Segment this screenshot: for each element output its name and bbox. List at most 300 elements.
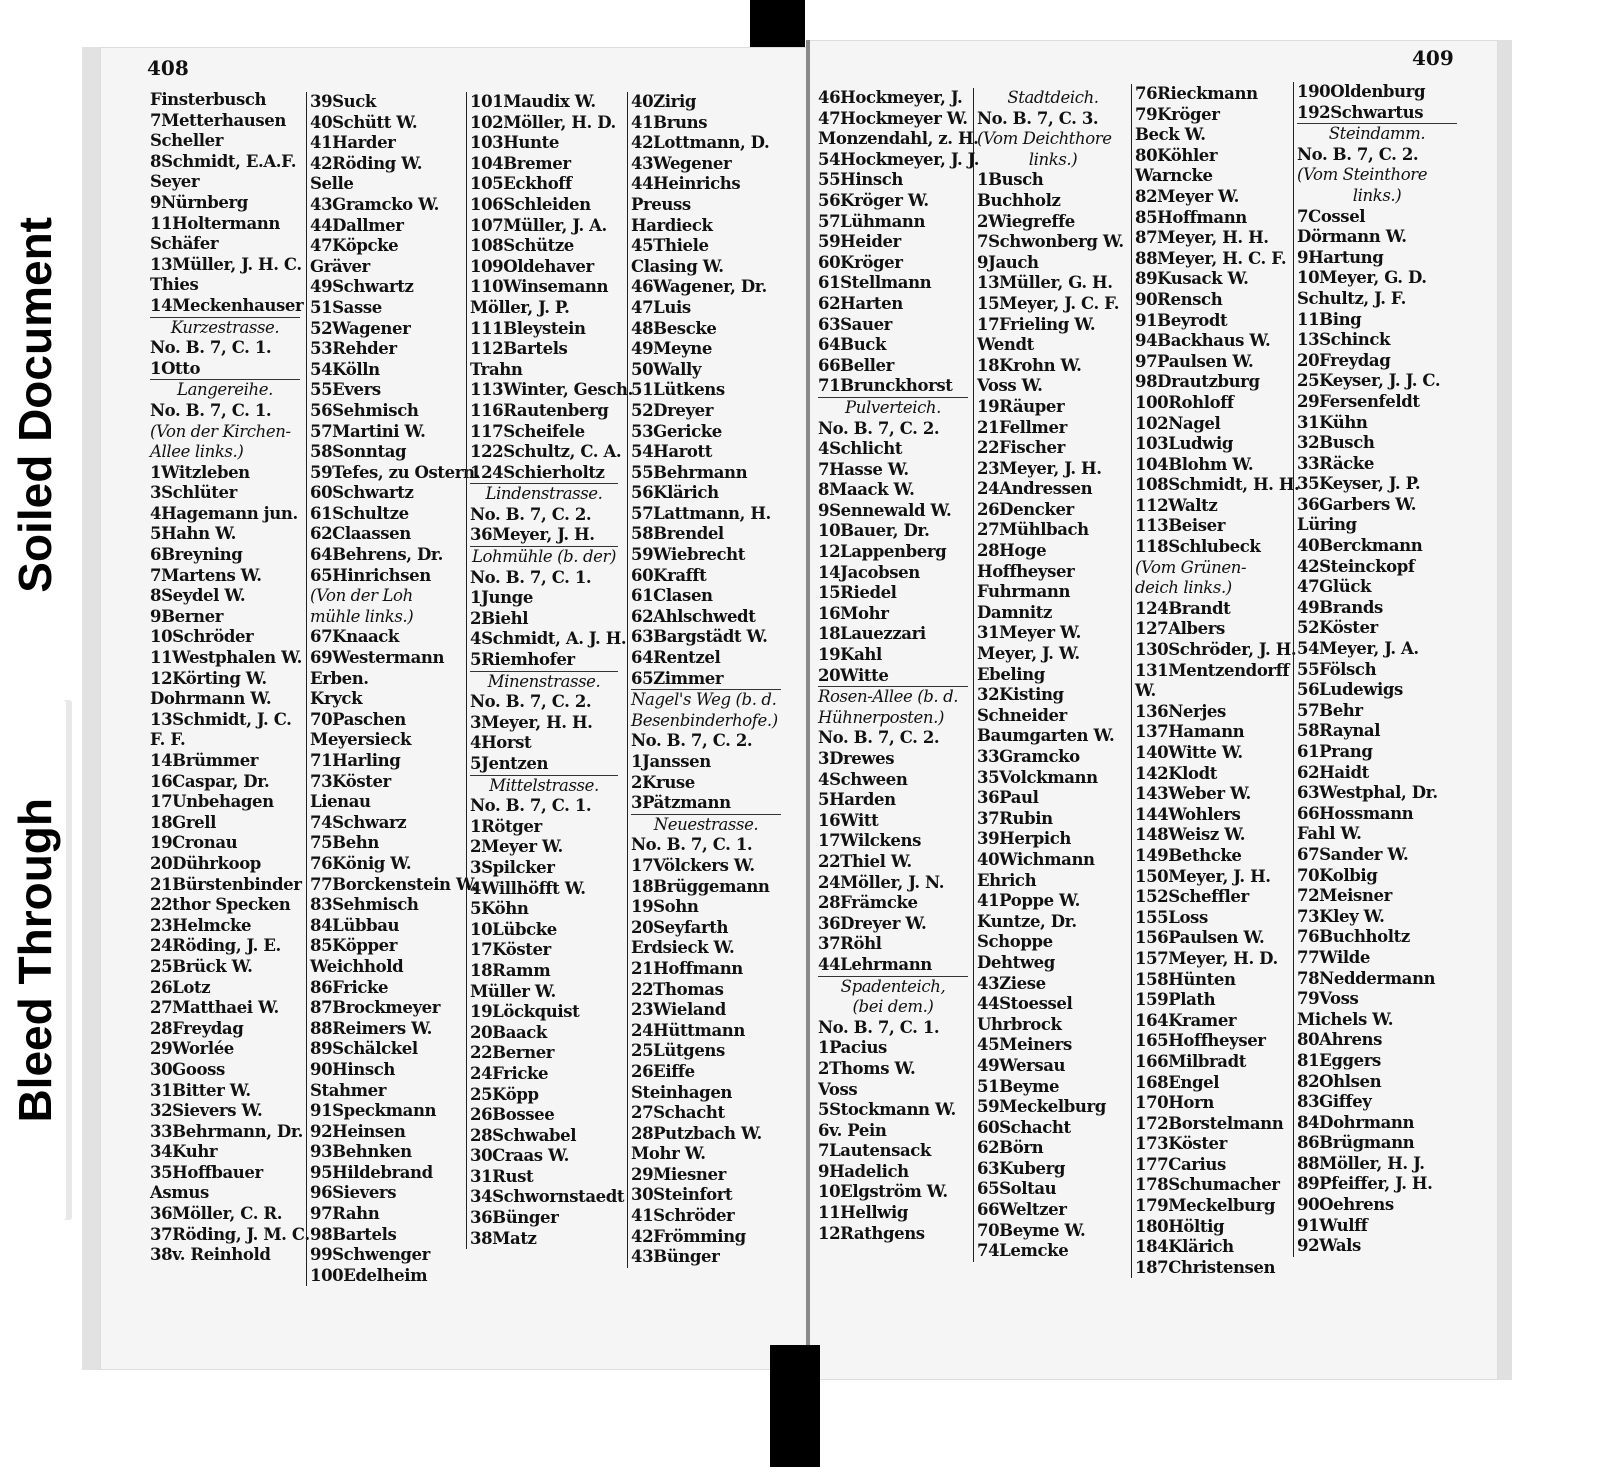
street-note: (Von der Loh <box>310 586 413 606</box>
street-heading: links.) <box>1028 149 1078 169</box>
directory-entry: 2Biehl <box>470 608 529 628</box>
directory-entry: 18Krohn W. <box>977 355 1082 375</box>
directory-entry: 19Kahl <box>818 645 882 665</box>
directory-entry: 65Hinrichsen <box>310 565 431 585</box>
directory-entry: 20Baack <box>470 1022 547 1042</box>
directory-entry: 103Hunte <box>470 133 559 153</box>
directory-entry: 8Seydel W. <box>150 586 246 606</box>
directory-entry: 64Behrens, Dr. <box>310 545 443 565</box>
directory-entry: Fahl W. <box>1297 824 1362 844</box>
directory-entry: 60Schacht <box>977 1117 1071 1137</box>
directory-entry: 25Keyser, J. J. C. <box>1297 371 1441 391</box>
directory-entry: 56Klärich <box>631 483 719 503</box>
directory-entry: 36Dreyer W. <box>818 913 927 933</box>
directory-entry: 108Schmidt, H. H. <box>1135 475 1300 495</box>
directory-entry: 65Soltau <box>977 1179 1057 1199</box>
directory-entry: Beck W. <box>1135 125 1206 145</box>
directory-entry: 5Köhn <box>470 899 529 919</box>
directory-entry: 71Brunckhorst <box>818 376 968 398</box>
directory-entry: 63Kuberg <box>977 1158 1066 1178</box>
directory-entry: 78Neddermann <box>1297 968 1436 988</box>
directory-entry: 5Hahn W. <box>150 524 237 544</box>
directory-entry: 8Maack W. <box>818 480 915 500</box>
directory-entry: Ehrich <box>977 870 1037 890</box>
directory-entry: 59Meckelburg <box>977 1097 1106 1117</box>
directory-entry: 5Jentzen <box>470 754 618 776</box>
directory-entry: 104Blohm W. <box>1135 454 1254 474</box>
soiled-document-stamp <box>4 140 66 670</box>
directory-entry: 64Buck <box>818 335 886 355</box>
directory-entry: 57Martini W. <box>310 421 426 441</box>
directory-entry: 22Thomas <box>631 979 724 999</box>
directory-entry: Hardieck <box>631 215 713 235</box>
directory-entry: 76Rieckmann <box>1135 84 1258 103</box>
directory-entry: Selle <box>310 174 354 194</box>
directory-entry: 166Milbradt <box>1135 1051 1246 1071</box>
directory-entry: 34Kuhr <box>150 1142 218 1162</box>
directory-entry: Buchholz <box>977 190 1061 210</box>
directory-entry: 49Brands <box>1297 597 1383 617</box>
directory-entry: 48Bescke <box>631 318 717 338</box>
directory-entry: 45Thiele <box>631 236 709 256</box>
book-spine <box>806 40 810 1375</box>
directory-entry: 149Bethcke <box>1135 845 1242 865</box>
street-note: Allee links.) <box>150 442 244 462</box>
directory-entry: 90Oehrens <box>1297 1195 1394 1215</box>
directory-entry: 53Gericke <box>631 421 722 441</box>
directory-entry: 39Herpich <box>977 829 1071 849</box>
directory-entry: 1Witzleben <box>150 462 250 482</box>
column-1 <box>150 90 310 1266</box>
directory-entry: No. B. 7, C. 2. <box>631 731 753 751</box>
directory-entry: 112Waltz <box>1135 495 1218 515</box>
directory-entry: 95Hildebrand <box>310 1162 433 1182</box>
street-heading: Mittelstrasse. <box>489 775 599 795</box>
directory-entry: 47Köpcke <box>310 236 399 256</box>
directory-entry: 60Krafft <box>631 565 707 585</box>
directory-entry: 88Meyer, H. C. F. <box>1135 248 1287 268</box>
directory-entry: 100Edelheim <box>310 1265 428 1285</box>
column-3 <box>466 92 633 1249</box>
directory-entry: 88Reimers W. <box>310 1018 433 1038</box>
directory-entry: Meyer, J. W. <box>977 644 1080 664</box>
street-note: Rosen-Allee (b. d. <box>818 687 959 707</box>
directory-entry: 1Junge <box>470 588 533 608</box>
directory-entry: 52Wagener <box>310 318 411 338</box>
street-heading: (bei dem.) <box>852 997 934 1017</box>
directory-entry: 61Stellmann <box>818 273 932 293</box>
directory-entry: 51Beyme <box>977 1076 1060 1096</box>
directory-entry: 80Köhler <box>1135 145 1218 165</box>
directory-entry: No. B. 7, C. 1. <box>631 835 753 855</box>
directory-entry: Erben. <box>310 668 369 688</box>
directory-entry: Stahmer <box>310 1080 387 1100</box>
directory-entry: 66Beller <box>818 355 894 375</box>
directory-entry: 42Steinckopf <box>1297 556 1415 576</box>
column-2 <box>306 92 480 1286</box>
directory-entry: 36Möller, C. R. <box>150 1204 283 1224</box>
directory-entry: 88Möller, H. J. <box>1297 1153 1425 1173</box>
directory-entry: 13Schmidt, J. C. <box>150 709 292 729</box>
directory-entry: 51Sasse <box>310 297 382 317</box>
directory-entry: 18Grell <box>150 812 216 832</box>
directory-entry: 37Röhl <box>818 934 882 954</box>
directory-entry: 20Seyfarth <box>631 917 729 937</box>
directory-entry: No. B. 7, C. 1. <box>150 400 272 420</box>
directory-entry: 7Hasse W. <box>818 459 909 479</box>
street-heading: links.) <box>1352 185 1402 205</box>
directory-entry: 10Elgström W. <box>818 1182 948 1202</box>
directory-entry: 43Gramcko W. <box>310 194 440 214</box>
directory-entry: 37Röding, J. M. C. <box>150 1224 310 1244</box>
directory-entry: 18Lauezzari <box>818 624 926 644</box>
directory-entry: 150Meyer, J. H. <box>1135 866 1271 886</box>
directory-entry: 11Hellwig <box>818 1203 908 1223</box>
directory-entry: Gräver <box>310 256 370 276</box>
directory-entry: 70Kolbig <box>1297 865 1378 885</box>
directory-entry: Fuhrmann <box>977 582 1071 602</box>
directory-entry: 90Rensch <box>1135 289 1223 309</box>
directory-entry: Lienau <box>310 792 371 812</box>
directory-entry: 4Hagemann jun. <box>150 503 298 523</box>
directory-entry: 105Eckhoff <box>470 174 572 194</box>
street-heading: Neuestrasse. <box>653 814 759 834</box>
directory-entry: 112Bartels <box>470 339 568 359</box>
directory-entry: Voss <box>818 1079 858 1099</box>
directory-entry: 54Hockmeyer, J. J. <box>818 149 980 169</box>
directory-entry: 24Fricke <box>470 1063 549 1083</box>
column-4 <box>627 92 781 1268</box>
directory-entry: 124Schierholtz <box>470 463 618 485</box>
street-note: Hühnerposten.) <box>818 707 944 727</box>
directory-entry: 87Brockmeyer <box>310 998 441 1018</box>
directory-entry: 41Schröder <box>631 1206 735 1226</box>
directory-entry: 19Räuper <box>977 396 1065 416</box>
directory-entry: 79Voss <box>1297 989 1359 1009</box>
directory-entry: 60Schwartz <box>310 483 414 503</box>
directory-entry: 90Hinsch <box>310 1059 395 1079</box>
directory-entry: 180Höltig <box>1135 1216 1225 1236</box>
directory-entry: 187Christensen <box>1135 1257 1276 1277</box>
directory-entry: 19Sohn <box>631 897 699 917</box>
street-note: (Von der Kirchen- <box>150 421 291 441</box>
directory-entry: 58Raynal <box>1297 721 1381 741</box>
directory-entry: 3Schlüter <box>150 483 237 503</box>
directory-entry: No. B. 7, C. 1. <box>470 567 592 587</box>
street-note: Besenbinderhofe.) <box>631 710 778 730</box>
directory-entry: 57Lattmann, H. <box>631 503 771 523</box>
directory-entry: Wendt <box>977 335 1034 355</box>
directory-entry: 16Mohr <box>818 603 889 623</box>
bleed-through-stamp <box>4 700 66 1220</box>
directory-entry: 81Eggers <box>1297 1050 1381 1070</box>
directory-entry: 148Weisz W. <box>1135 825 1246 845</box>
directory-entry: 23Wieland <box>631 1000 726 1020</box>
directory-entry: 44Heinrichs <box>631 174 741 194</box>
directory-entry: Kuntze, Dr. <box>977 911 1077 931</box>
directory-entry: 47Glück <box>1297 577 1371 597</box>
directory-entry: 58Brendel <box>631 524 724 544</box>
directory-entry: 173Köster <box>1135 1134 1227 1154</box>
directory-entry: 80Ahrens <box>1297 1030 1383 1050</box>
directory-entry: 17Völckers W. <box>631 855 755 875</box>
directory-entry: Weichhold <box>310 956 404 976</box>
directory-entry: 39Suck <box>310 92 376 111</box>
directory-entry: 26Lotz <box>150 977 211 997</box>
directory-entry: 3Spilcker <box>470 857 555 877</box>
directory-entry: 113Winter, Gesch. <box>470 380 633 400</box>
directory-entry: 86Brügmann <box>1297 1133 1415 1153</box>
directory-entry: 17Unbehagen <box>150 792 274 812</box>
directory-entry: Scheller <box>150 131 223 151</box>
directory-entry: 102Nagel <box>1135 413 1221 433</box>
directory-entry: 26Eiffe <box>631 1061 695 1081</box>
directory-entry: 22thor Specken <box>150 895 291 915</box>
directory-entry: 7Metterhausen <box>150 110 286 130</box>
directory-entry: 32Kisting <box>977 685 1064 705</box>
directory-entry: 24Andressen <box>977 479 1093 499</box>
directory-entry: 98Drautzburg <box>1135 372 1260 392</box>
directory-entry: 13Müller, G. H. <box>977 273 1113 293</box>
directory-entry: 35Keyser, J. P. <box>1297 474 1421 494</box>
directory-entry: 67Sander W. <box>1297 844 1409 864</box>
directory-entry: 7Schwonberg W. <box>977 232 1124 252</box>
directory-entry: 179Meckelburg <box>1135 1196 1276 1216</box>
directory-entry: Baumgarten W. <box>977 726 1115 746</box>
directory-entry: 40Berckmann <box>1297 536 1423 556</box>
directory-entry: 77Wilde <box>1297 947 1370 967</box>
column-7 <box>1131 84 1300 1278</box>
directory-entry: 106Schleiden <box>470 194 591 214</box>
directory-entry: 100Rohloff <box>1135 392 1234 412</box>
directory-entry: 84Lübbau <box>310 915 400 935</box>
directory-entry: 74Lemcke <box>977 1241 1069 1261</box>
directory-entry: 35Volckmann <box>977 767 1098 787</box>
directory-entry: 118Schlubeck <box>1135 537 1261 557</box>
directory-entry: 84Dohrmann <box>1297 1112 1415 1132</box>
directory-entry: 19Löckquist <box>470 1002 580 1022</box>
binding-band-top <box>750 0 805 50</box>
directory-entry: 56Kröger W. <box>818 190 929 210</box>
directory-entry: 66Weltzer <box>977 1200 1067 1220</box>
directory-entry: 36Bünger <box>470 1208 559 1228</box>
directory-entry: 54Meyer, J. A. <box>1297 639 1419 659</box>
directory-entry: 73Köster <box>310 771 391 791</box>
directory-entry: No. B. 7, C. 2. <box>1297 144 1419 164</box>
directory-entry: 142Klodt <box>1135 763 1218 783</box>
directory-entry: 1Rötger <box>470 816 542 836</box>
directory-entry: 92Wals <box>1297 1236 1361 1256</box>
directory-entry: 4Schween <box>818 769 908 789</box>
directory-entry: 108Schütze <box>470 236 574 256</box>
directory-entry: 2Meyer W. <box>470 837 563 857</box>
directory-entry: 89Pfeiffer, J. H. <box>1297 1174 1433 1194</box>
directory-entry: 12Lappenberg <box>818 542 947 562</box>
directory-entry: 117Scheifele <box>470 421 585 441</box>
directory-entry: 34Schwornstaedt <box>470 1187 625 1207</box>
directory-entry: Finsterbusch <box>150 90 267 109</box>
directory-entry: Damnitz <box>977 602 1052 622</box>
directory-entry: 46Wagener, Dr. <box>631 277 767 297</box>
directory-entry: 59Heider <box>818 232 901 252</box>
directory-entry: W. <box>1135 681 1156 701</box>
directory-entry: 22Fischer <box>977 438 1065 458</box>
directory-entry: 11Westphalen W. <box>150 648 302 668</box>
directory-entry: 23Meyer, J. H. <box>977 458 1102 478</box>
directory-entry: 18Brüggemann <box>631 876 770 896</box>
directory-entry: 21Fellmer <box>977 417 1067 437</box>
directory-entry: 152Scheffler <box>1135 887 1249 907</box>
directory-entry: 63Westphal, Dr. <box>1297 783 1438 803</box>
directory-entry: 53Rehder <box>310 339 397 359</box>
directory-entry: 23Helmcke <box>150 915 252 935</box>
directory-entry: 15Riedel <box>818 583 897 603</box>
street-note: Nagel's Weg (b. d. <box>631 690 777 710</box>
directory-entry: 51Lütkens <box>631 380 725 400</box>
directory-entry: 69Westermann <box>310 648 445 668</box>
directory-entry: 38v. Reinhold <box>150 1245 271 1265</box>
directory-entry: Meyersieck <box>310 730 412 750</box>
directory-entry: 28Främcke <box>818 893 918 913</box>
directory-entry: 61Prang <box>1297 742 1373 761</box>
directory-entry: Schultz, J. F. <box>1297 288 1406 308</box>
page-number-left: 408 <box>147 56 189 80</box>
directory-entry: 9Hadelich <box>818 1161 909 1181</box>
directory-entry: 7Lautensack <box>818 1141 931 1161</box>
directory-entry: 99Schwenger <box>310 1245 430 1265</box>
directory-entry: 86Fricke <box>310 977 389 997</box>
directory-entry: 31Kühn <box>1297 412 1368 432</box>
directory-entry: 60Kröger <box>818 252 903 272</box>
directory-entry: 46Hockmeyer, J. <box>818 88 963 107</box>
directory-entry: 14Brümmer <box>150 751 259 770</box>
directory-entry: 28Hoge <box>977 541 1047 561</box>
street-heading: Pulverteich. <box>845 397 941 417</box>
directory-entry: 130Schröder, J. H. <box>1135 640 1297 660</box>
soiled-document-label: Soiled Document <box>9 217 61 593</box>
directory-entry: 107Müller, J. A. <box>470 215 607 235</box>
directory-entry: 28Schwabel <box>470 1125 577 1145</box>
directory-entry: 91Beyrodt <box>1135 310 1228 330</box>
directory-entry: 1Busch <box>977 170 1044 190</box>
street-note: (Vom Deichthore <box>977 129 1112 149</box>
directory-entry: 172Borstelmann <box>1135 1113 1284 1133</box>
directory-entry: Monzendahl, z. H. <box>818 129 979 149</box>
directory-entry: 59Wiebrecht <box>631 545 745 565</box>
directory-entry: 82Ohlsen <box>1297 1071 1382 1091</box>
directory-entry: 30Steinfort <box>631 1185 733 1205</box>
directory-entry: 14Meckenhauser <box>150 296 300 318</box>
directory-entry: 97Rahn <box>310 1204 380 1224</box>
directory-entry: 42Lottmann, D. <box>631 133 770 153</box>
directory-entry: Steinhagen <box>631 1082 733 1102</box>
directory-entry: 1Pacius <box>818 1038 887 1058</box>
directory-entry: 13Müller, J. H. C. <box>150 254 302 274</box>
directory-entry: 72Meisner <box>1297 886 1392 906</box>
directory-entry: 25Brück W. <box>150 956 253 976</box>
directory-entry: 76Buchholtz <box>1297 927 1410 947</box>
directory-entry: 5Riemhofer <box>470 650 618 672</box>
directory-entry: 4Horst <box>470 733 532 753</box>
directory-entry: 20Freydag <box>1297 350 1391 370</box>
directory-entry: 16Witt <box>818 810 879 830</box>
directory-entry: 17Wilckens <box>818 831 922 851</box>
directory-entry: 63Sauer <box>818 314 892 334</box>
directory-entry: 26Dencker <box>977 499 1074 519</box>
directory-entry: 6v. Pein <box>818 1120 887 1140</box>
directory-entry: 25Lütgens <box>631 1041 725 1061</box>
directory-entry: 155Loss <box>1135 907 1208 927</box>
directory-entry: 41Harder <box>310 133 396 153</box>
directory-entry: 38Matz <box>470 1228 537 1248</box>
directory-entry: No. B. 7, C. 1. <box>150 338 272 358</box>
directory-entry: 55Evers <box>310 380 381 400</box>
directory-entry: 31Bitter W. <box>150 1080 251 1100</box>
directory-entry: 55Behrmann <box>631 462 748 482</box>
directory-entry: 87Meyer, H. H. <box>1135 228 1269 248</box>
directory-entry: 184Klärich <box>1135 1237 1234 1257</box>
column-8 <box>1293 82 1457 1257</box>
directory-entry: Thies <box>150 275 199 295</box>
directory-entry: 92Heinsen <box>310 1121 406 1141</box>
directory-entry: 1Janssen <box>631 752 711 771</box>
directory-entry: 83Sehmisch <box>310 895 419 915</box>
directory-entry: 49Wersau <box>977 1055 1066 1075</box>
directory-entry: 49Schwartz <box>310 277 414 297</box>
street-heading: Steindamm. <box>1328 124 1426 144</box>
directory-entry: 32Sievers W. <box>150 1101 263 1121</box>
directory-entry: Schneider <box>977 705 1067 725</box>
directory-entry: 45Meiners <box>977 1035 1072 1055</box>
street-note: deich links.) <box>1135 578 1232 598</box>
directory-entry: 164Kramer <box>1135 1010 1237 1030</box>
directory-entry: 170Horn <box>1135 1093 1214 1113</box>
directory-entry: 11Holtermann <box>150 213 280 233</box>
directory-entry: 98Bartels <box>310 1224 397 1244</box>
directory-entry: 47Hockmeyer W. <box>818 108 968 128</box>
directory-entry: 10Bauer, Dr. <box>818 521 930 541</box>
directory-entry: 157Meyer, H. D. <box>1135 948 1278 968</box>
directory-entry: 70Paschen <box>310 709 406 729</box>
bleed-through-label: Bleed Through <box>9 797 61 1123</box>
directory-entry: 192Schwartus <box>1297 103 1457 125</box>
directory-entry: Müller W. <box>470 981 556 1001</box>
street-note: mühle links.) <box>310 606 414 626</box>
directory-entry: No. B. 7, C. 2. <box>470 504 592 524</box>
directory-entry: 137Hamann <box>1135 722 1245 742</box>
directory-entry: 14Jacobsen <box>818 562 920 582</box>
directory-entry: Lüring <box>1297 515 1357 535</box>
directory-entry: 28Putzbach W. <box>631 1123 762 1143</box>
directory-entry: 4Schmidt, A. J. H. <box>470 629 627 649</box>
directory-entry: 33Räcke <box>1297 453 1374 473</box>
column-5 <box>818 88 980 1244</box>
directory-entry: 3Drewes <box>818 749 895 768</box>
directory-entry: 36Garbers W. <box>1297 494 1417 514</box>
directory-entry: 75Behn <box>310 833 379 853</box>
directory-entry: 6Breyning <box>150 545 243 565</box>
street-heading: Spadenteich, <box>840 976 946 996</box>
directory-entry: 41Bruns <box>631 112 708 132</box>
directory-entry: 43Wegener <box>631 153 732 173</box>
directory-entry: 57Behr <box>1297 700 1363 720</box>
directory-entry: Schoppe <box>977 932 1053 952</box>
directory-entry: 10Lübcke <box>470 919 557 939</box>
directory-entry: 62Harten <box>818 293 903 313</box>
directory-entry: 65Zimmer <box>631 669 781 691</box>
directory-entry: F. F. <box>150 730 186 750</box>
directory-entry: No. B. 7, C. 1. <box>470 796 592 816</box>
